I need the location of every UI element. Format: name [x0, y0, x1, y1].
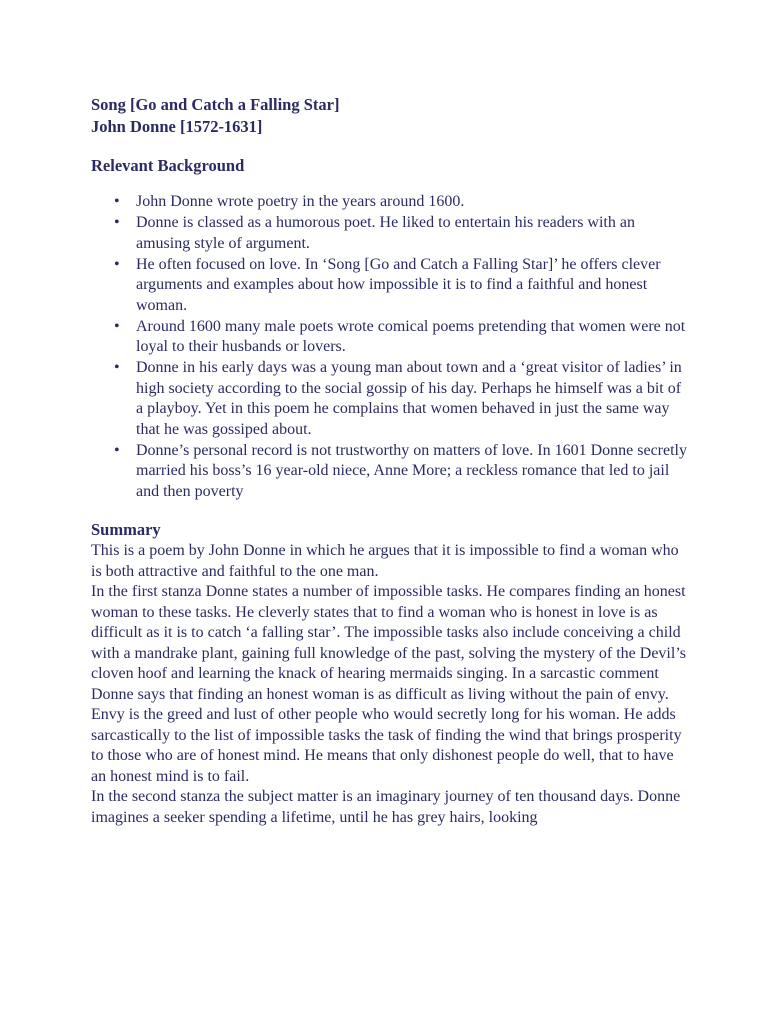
list-item-text: Donne is classed as a humorous poet. He liked to entertain his readers with an amusing style of argument.: [136, 214, 635, 252]
bullet-icon: •: [114, 317, 120, 335]
background-heading: Relevant Background: [91, 156, 245, 175]
list-item: [91, 255, 687, 317]
list-item-text: Donne in his early days was a young man about town and a ‘great visitor of ladies’ in high society according to the social gossip of his day. Perhaps he himself was a bit of a playboy. Yet in this poem he complains that women behaved in just the same way that he was gossiped about.: [136, 359, 682, 438]
poem-author: John Donne [1572-1631]: [91, 117, 263, 136]
list-item: [91, 358, 687, 440]
bullet-icon: •: [114, 359, 120, 376]
background-list: [91, 192, 687, 502]
summary-paragraph: This is a poem by John Donne in which he argues that it is impossible to find a woman who is both attractive and faithful to the one man.: [91, 542, 679, 580]
poem-title: Song [Go and Catch a Falling Star]: [91, 95, 340, 114]
list-item: [91, 317, 687, 358]
list-item: [91, 441, 687, 503]
bullet-icon: •: [114, 255, 120, 273]
list-item-text: Donne’s personal record is not trustworthy on matters of love. In 1601 Donne secretly married his boss’s 16 year-old niece, Anne More; a reckless romance that led to jail and then poverty: [136, 441, 687, 500]
list-item: [91, 192, 687, 213]
document-body: [91, 94, 687, 828]
list-item-text: John Donne wrote poetry in the years around 1600.: [136, 193, 465, 210]
bullet-icon: •: [114, 441, 120, 459]
list-item: [91, 213, 687, 254]
summary-heading: Summary: [91, 520, 161, 539]
bullet-icon: •: [114, 214, 120, 231]
first-stanza-paragraph: In the first stanza Donne states a number of impossible tasks. He compares finding an honest woman to these tasks. He cleverly states that to find a woman who is honest in love is as difficult as it is to catch ‘a falling star’. The impossible tasks also include conceiving a child with a mandrake plant, gaining full knowledge of the past, solving the mystery of the Devil’s cloven hoof and learning the knack of hearing mermaids singing. In a sarcastic comment Donne says that finding an honest woman is as difficult as living without the pain of envy. Envy is the greed and lust of other people who would secretly long for his woman. He adds sarcastically to the list of impossible tasks the task of finding the wind that brings prosperity to those who are of honest mind. He means that only dishonest people do well, that to have an honest mind is to fail.: [91, 583, 686, 785]
second-stanza-paragraph: In the second stanza the subject matter is an imaginary journey of ten thousand days. Donne imagines a seeker spending a lifetime, until he has grey hairs, looking: [91, 788, 681, 826]
list-item-text: Around 1600 many male poets wrote comical poems pretending that women were not loyal to their husbands or lovers.: [136, 317, 686, 355]
list-item-text: He often focused on love. In ‘Song [Go and Catch a Falling Star]’ he offers clever arguments and examples about how impossible it is to find a faithful and honest woman.: [136, 255, 661, 314]
bullet-icon: •: [114, 193, 120, 210]
